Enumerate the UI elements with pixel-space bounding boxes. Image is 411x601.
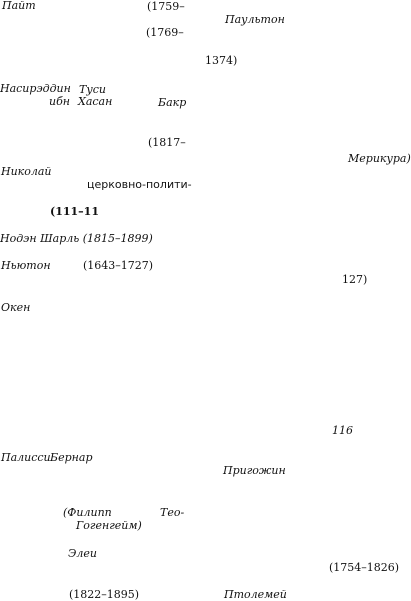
index-text-fragment: Окен bbox=[1, 301, 31, 314]
index-text-fragment: 127) bbox=[342, 273, 368, 286]
index-text-fragment: Пайт bbox=[2, 0, 36, 12]
index-text-fragment: Николай bbox=[1, 165, 52, 178]
index-text-fragment: Ньютон bbox=[1, 259, 51, 272]
index-text-fragment: ибн bbox=[49, 95, 71, 108]
index-text-fragment: Гогенгейм) bbox=[76, 519, 142, 532]
index-text-fragment: (Филипп bbox=[63, 506, 112, 519]
index-text-fragment: Пригожин bbox=[223, 464, 286, 477]
index-text-fragment: (1759– bbox=[147, 0, 185, 13]
index-text-fragment: Хасан bbox=[78, 95, 113, 108]
index-text-fragment: Насирэддин bbox=[0, 82, 71, 95]
index-text-fragment: Птолемей bbox=[224, 588, 287, 601]
index-text-fragment: (1817– bbox=[148, 136, 186, 149]
index-text-fragment: Бернар bbox=[50, 451, 93, 464]
index-text-fragment: (1754–1826) bbox=[329, 561, 400, 574]
index-text-fragment: Нодэн Шарль (1815–1899) bbox=[0, 232, 153, 245]
index-text-fragment: 1374) bbox=[205, 54, 238, 67]
index-text-fragment: Мерикура) bbox=[348, 152, 411, 165]
index-text-fragment: (1769– bbox=[146, 26, 184, 39]
index-text-fragment: (1643–1727) bbox=[83, 259, 154, 272]
index-text-fragment: церковно-полити- bbox=[87, 178, 192, 191]
index-text-fragment: Элеи bbox=[68, 547, 98, 560]
index-text-fragment: Паультон bbox=[225, 13, 285, 26]
index-text-fragment: (1822–1895) bbox=[69, 588, 140, 601]
index-text-fragment: (111–11 bbox=[50, 205, 99, 218]
index-text-fragment: Палисси bbox=[1, 451, 51, 464]
index-text-fragment: Туси bbox=[79, 83, 106, 96]
index-text-fragment: 116 bbox=[332, 424, 353, 437]
index-text-fragment: Тео- bbox=[160, 506, 185, 519]
index-text-fragment: Бакр bbox=[158, 96, 187, 109]
